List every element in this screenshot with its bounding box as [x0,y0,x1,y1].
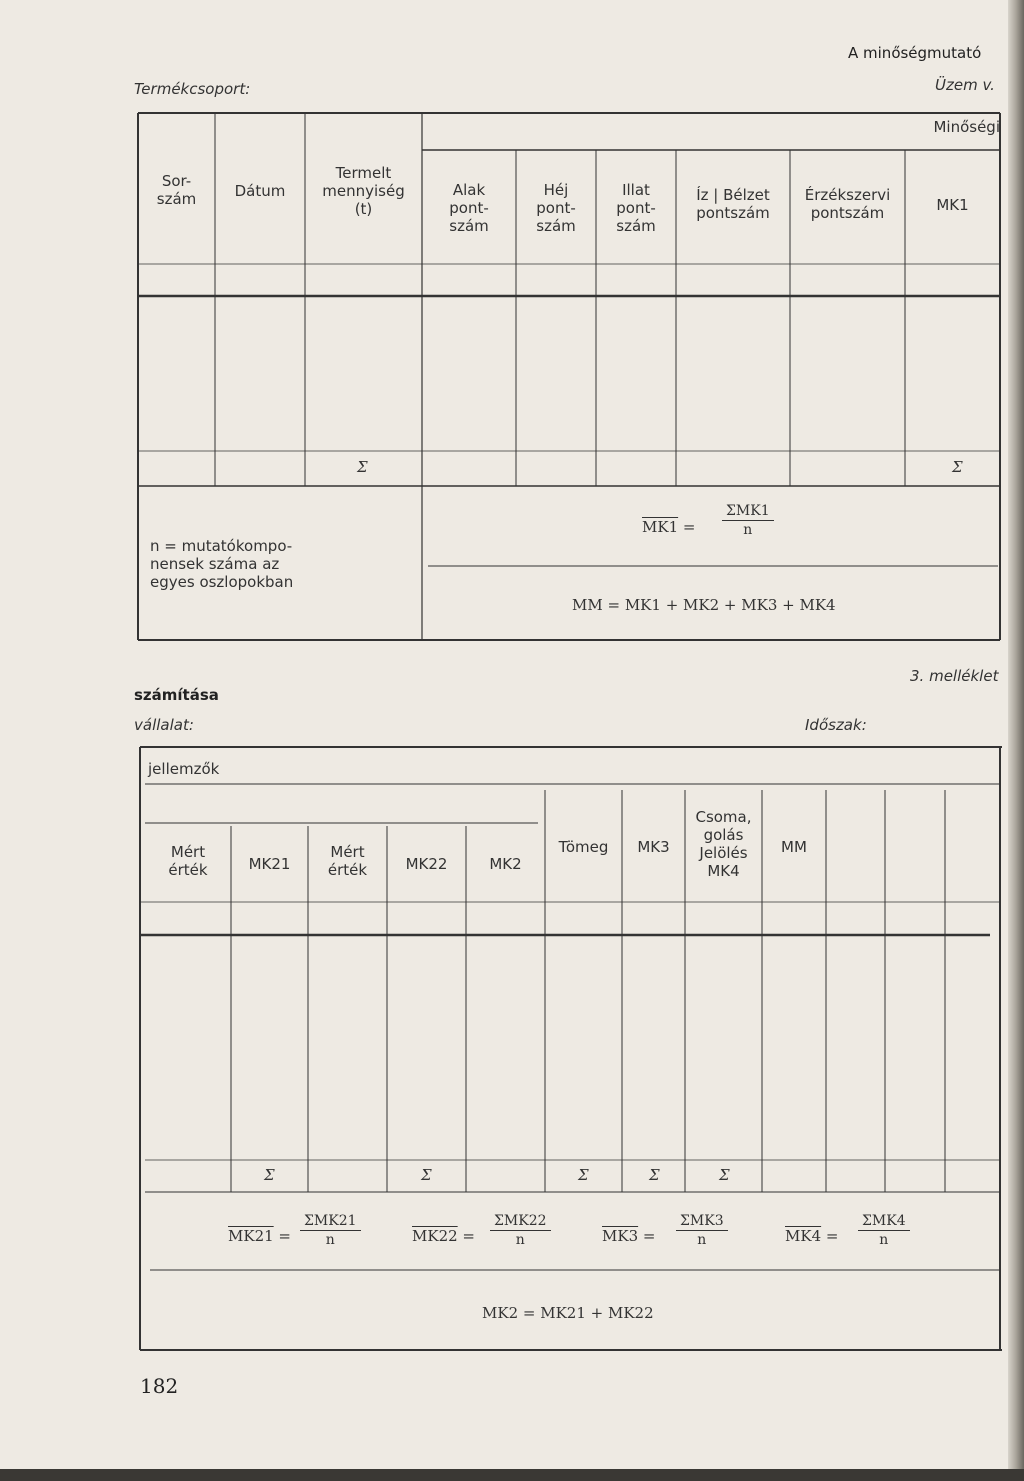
col-smell-score: Illat pont- szám [616,181,656,235]
sigma-quantity: Σ [357,458,368,476]
quality-group-header: Minőségi [933,118,1000,136]
mk1-numerator: ΣMK1 [722,503,774,521]
col-date: Dátum [234,182,286,200]
col-mk21: MK21 [248,855,291,873]
col-mm: MM [781,838,807,856]
col-sensory-score: Érzékszervi pontszám [804,186,891,222]
mk4-average-formula: MK4 = [785,1227,839,1245]
page-title: A minőségmutató [848,44,982,62]
col-crust-score: Héj pont- szám [536,181,576,235]
mk21-mean: MK21 [228,1227,274,1245]
mk4-denominator: n [879,1232,889,1248]
mm-formula: MM = MK1 + MK2 + MK3 + MK4 [572,596,836,614]
mk21-fraction [300,1213,361,1248]
col-mk22: MK22 [405,855,448,873]
mk3-mean: MK3 [602,1227,639,1245]
mk3-denominator: n [697,1232,707,1248]
mk22-fraction [490,1213,551,1248]
mk4-mean: MK4 [785,1227,822,1245]
sigma-mk22: Σ [421,1166,432,1184]
n-definition-note: n = mutatókompo- nensek száma az egyes oszlopokban [150,537,294,591]
mk22-mean: MK22 [412,1227,458,1245]
mk22-denominator: n [515,1232,525,1248]
col-packaging-labeling-mk4: Csoma, golás Jelölés MK4 [695,808,752,880]
sigma-mk21: Σ [264,1166,275,1184]
col-measured-value-1: Mért érték [168,843,208,879]
mk21-denominator: n [325,1232,335,1248]
sigma-mk3: Σ [649,1166,660,1184]
period-label: Időszak: [805,716,867,734]
col-measured-value-2: Mért érték [327,843,368,879]
calculation-title: számítása [134,686,219,704]
col-produced-quantity: Termelt mennyiség (t) [322,164,405,218]
product-group-label: Termékcsoport: [134,80,251,98]
mk1-mean: MK1 [642,518,679,536]
sigma-mk1: Σ [952,458,963,476]
plant-label: Üzem v. [935,76,995,94]
mk4-fraction [858,1213,910,1248]
mk1-denominator: n [743,522,753,538]
col-mk1: MK1 [936,196,969,214]
annex-label: 3. melléklet [910,667,999,685]
mk2-sum-formula: MK2 = MK21 + MK22 [482,1304,654,1322]
col-taste-crumb-score: Íz | Bélzet pontszám [696,186,770,222]
company-label: vállalat: [134,716,194,734]
col-mk2: MK2 [489,855,522,873]
mk1-average-formula: MK1 = [642,518,696,536]
mk3-numerator: ΣMK3 [676,1213,728,1231]
mk21-numerator: ΣMK21 [300,1213,361,1231]
col-weight: Tömeg [558,838,609,856]
page-number: 182 [140,1374,179,1398]
mk3-average-formula: MK3 = [602,1227,656,1245]
mk4-numerator: ΣMK4 [858,1213,910,1231]
col-serial-number: Sor- szám [156,172,197,208]
col-shape-score: Alak pont- szám [449,181,489,235]
sigma-weight: Σ [578,1166,589,1184]
mk3-fraction [676,1213,728,1248]
mk1-fraction [722,503,774,538]
sigma-mk4: Σ [719,1166,730,1184]
col-mk3: MK3 [637,838,670,856]
mk21-average-formula: MK21 = [228,1227,291,1245]
mk22-average-formula: MK22 = [412,1227,475,1245]
mk22-numerator: ΣMK22 [490,1213,551,1231]
characteristics-header: jellemzők [148,760,220,778]
